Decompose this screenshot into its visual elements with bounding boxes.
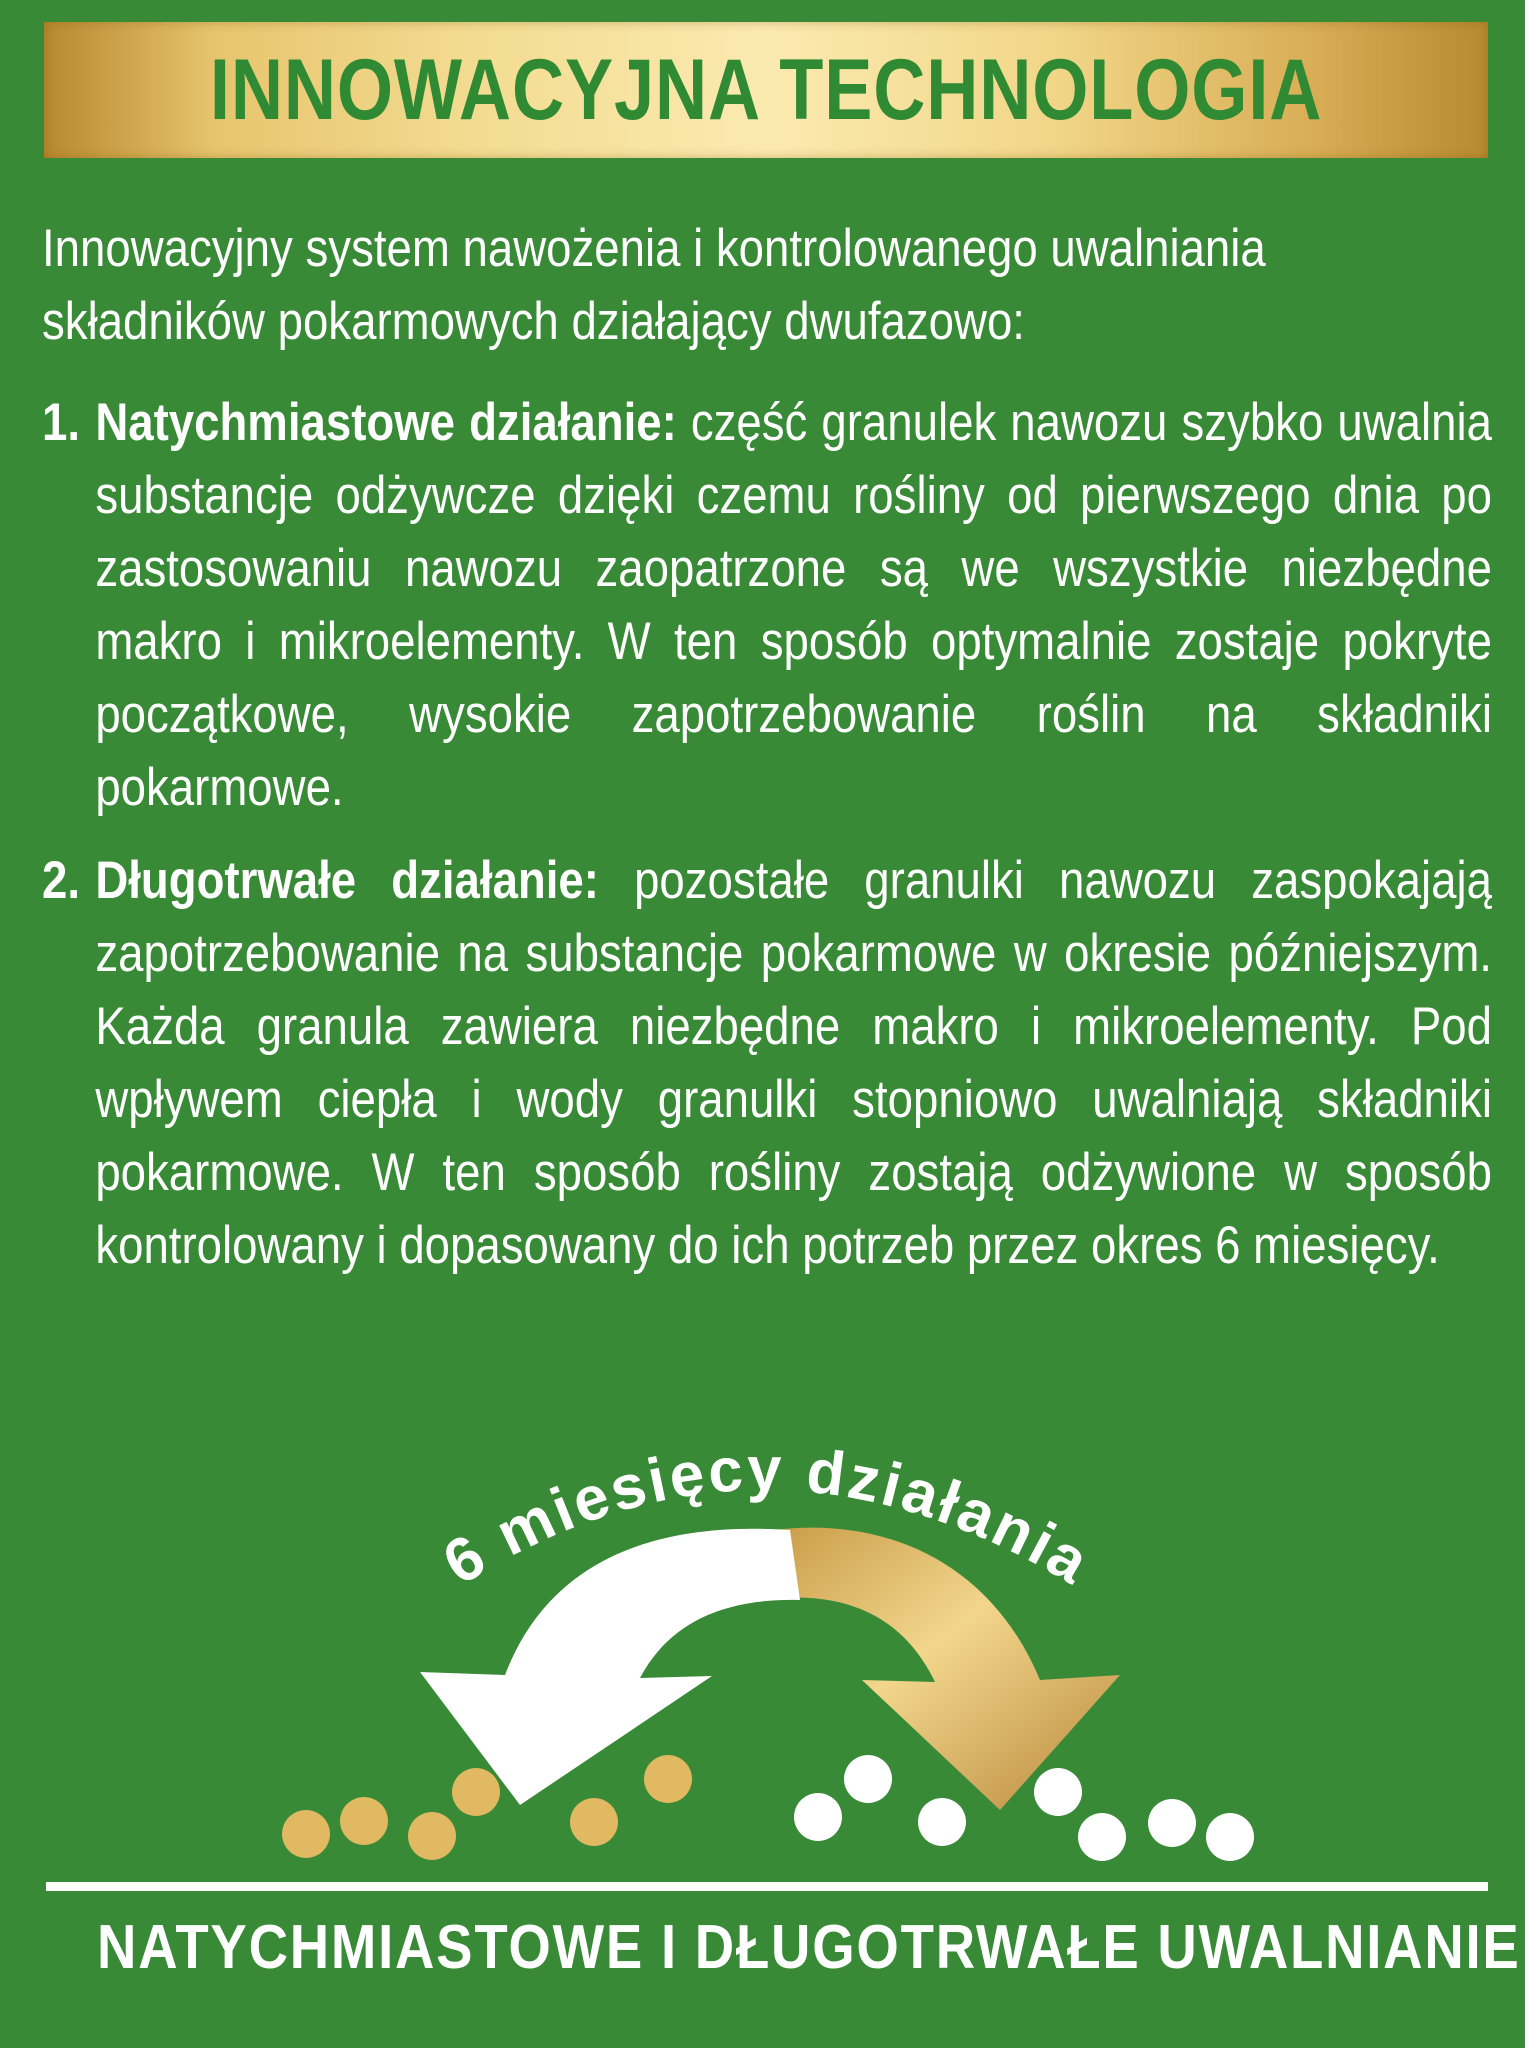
intro-text: Innowacyjny system nawożenia i kontrolowanego uwalniania składników pokarmowych działający dwufazowo: — [42, 219, 1266, 351]
release-cycle-graphic — [0, 1400, 1525, 1900]
item-heading: Natychmiastowe działanie: — [95, 393, 677, 452]
item-number: 2. — [42, 851, 81, 910]
item-number: 1. — [42, 393, 81, 452]
item-text: pozostałe granulki nawozu zaspokajają zapotrzebowanie na substancje pokarmowe w okresie późniejszym. Każda granula zawiera niezbędne makro i mikroelementy. Pod wpływem ciepła i wody granulki stopniowo uwalniają składniki pokarmowe. W ten sposób rośliny zostają odżywione w sposób kontrolowany i dopasowany do ich potrzeb przez okres 6 miesięcy. — [95, 851, 1492, 1275]
title-banner — [44, 22, 1488, 158]
arc-label: 6 miesięcy działania — [431, 1434, 1103, 1599]
feature-list-item-1 — [42, 386, 1492, 824]
banner-title: INNOWACYJNA TECHNOLOGIA — [209, 41, 1323, 138]
divider-line — [46, 1882, 1488, 1891]
gold-granules — [282, 1755, 692, 1860]
footer-caption: NATYCHMIASTOWE I DŁUGOTRWAŁE UWALNIANIE — [97, 1913, 1521, 1982]
item-heading: Długotrwałe działanie: — [95, 851, 599, 910]
feature-list-item-2 — [42, 844, 1492, 1282]
item-text: część granulek nawozu szybko uwalnia substancje odżywcze dzięki czemu rośliny od pierwszego dnia po zastosowaniu nawozu zaopatrzone są we wszystkie niezbędne makro i mikroelementy. W ten sposób optymalnie zostaje pokryte początkowe, wysokie zapotrzebowanie roślin na składniki pokarmowe. — [95, 393, 1492, 817]
